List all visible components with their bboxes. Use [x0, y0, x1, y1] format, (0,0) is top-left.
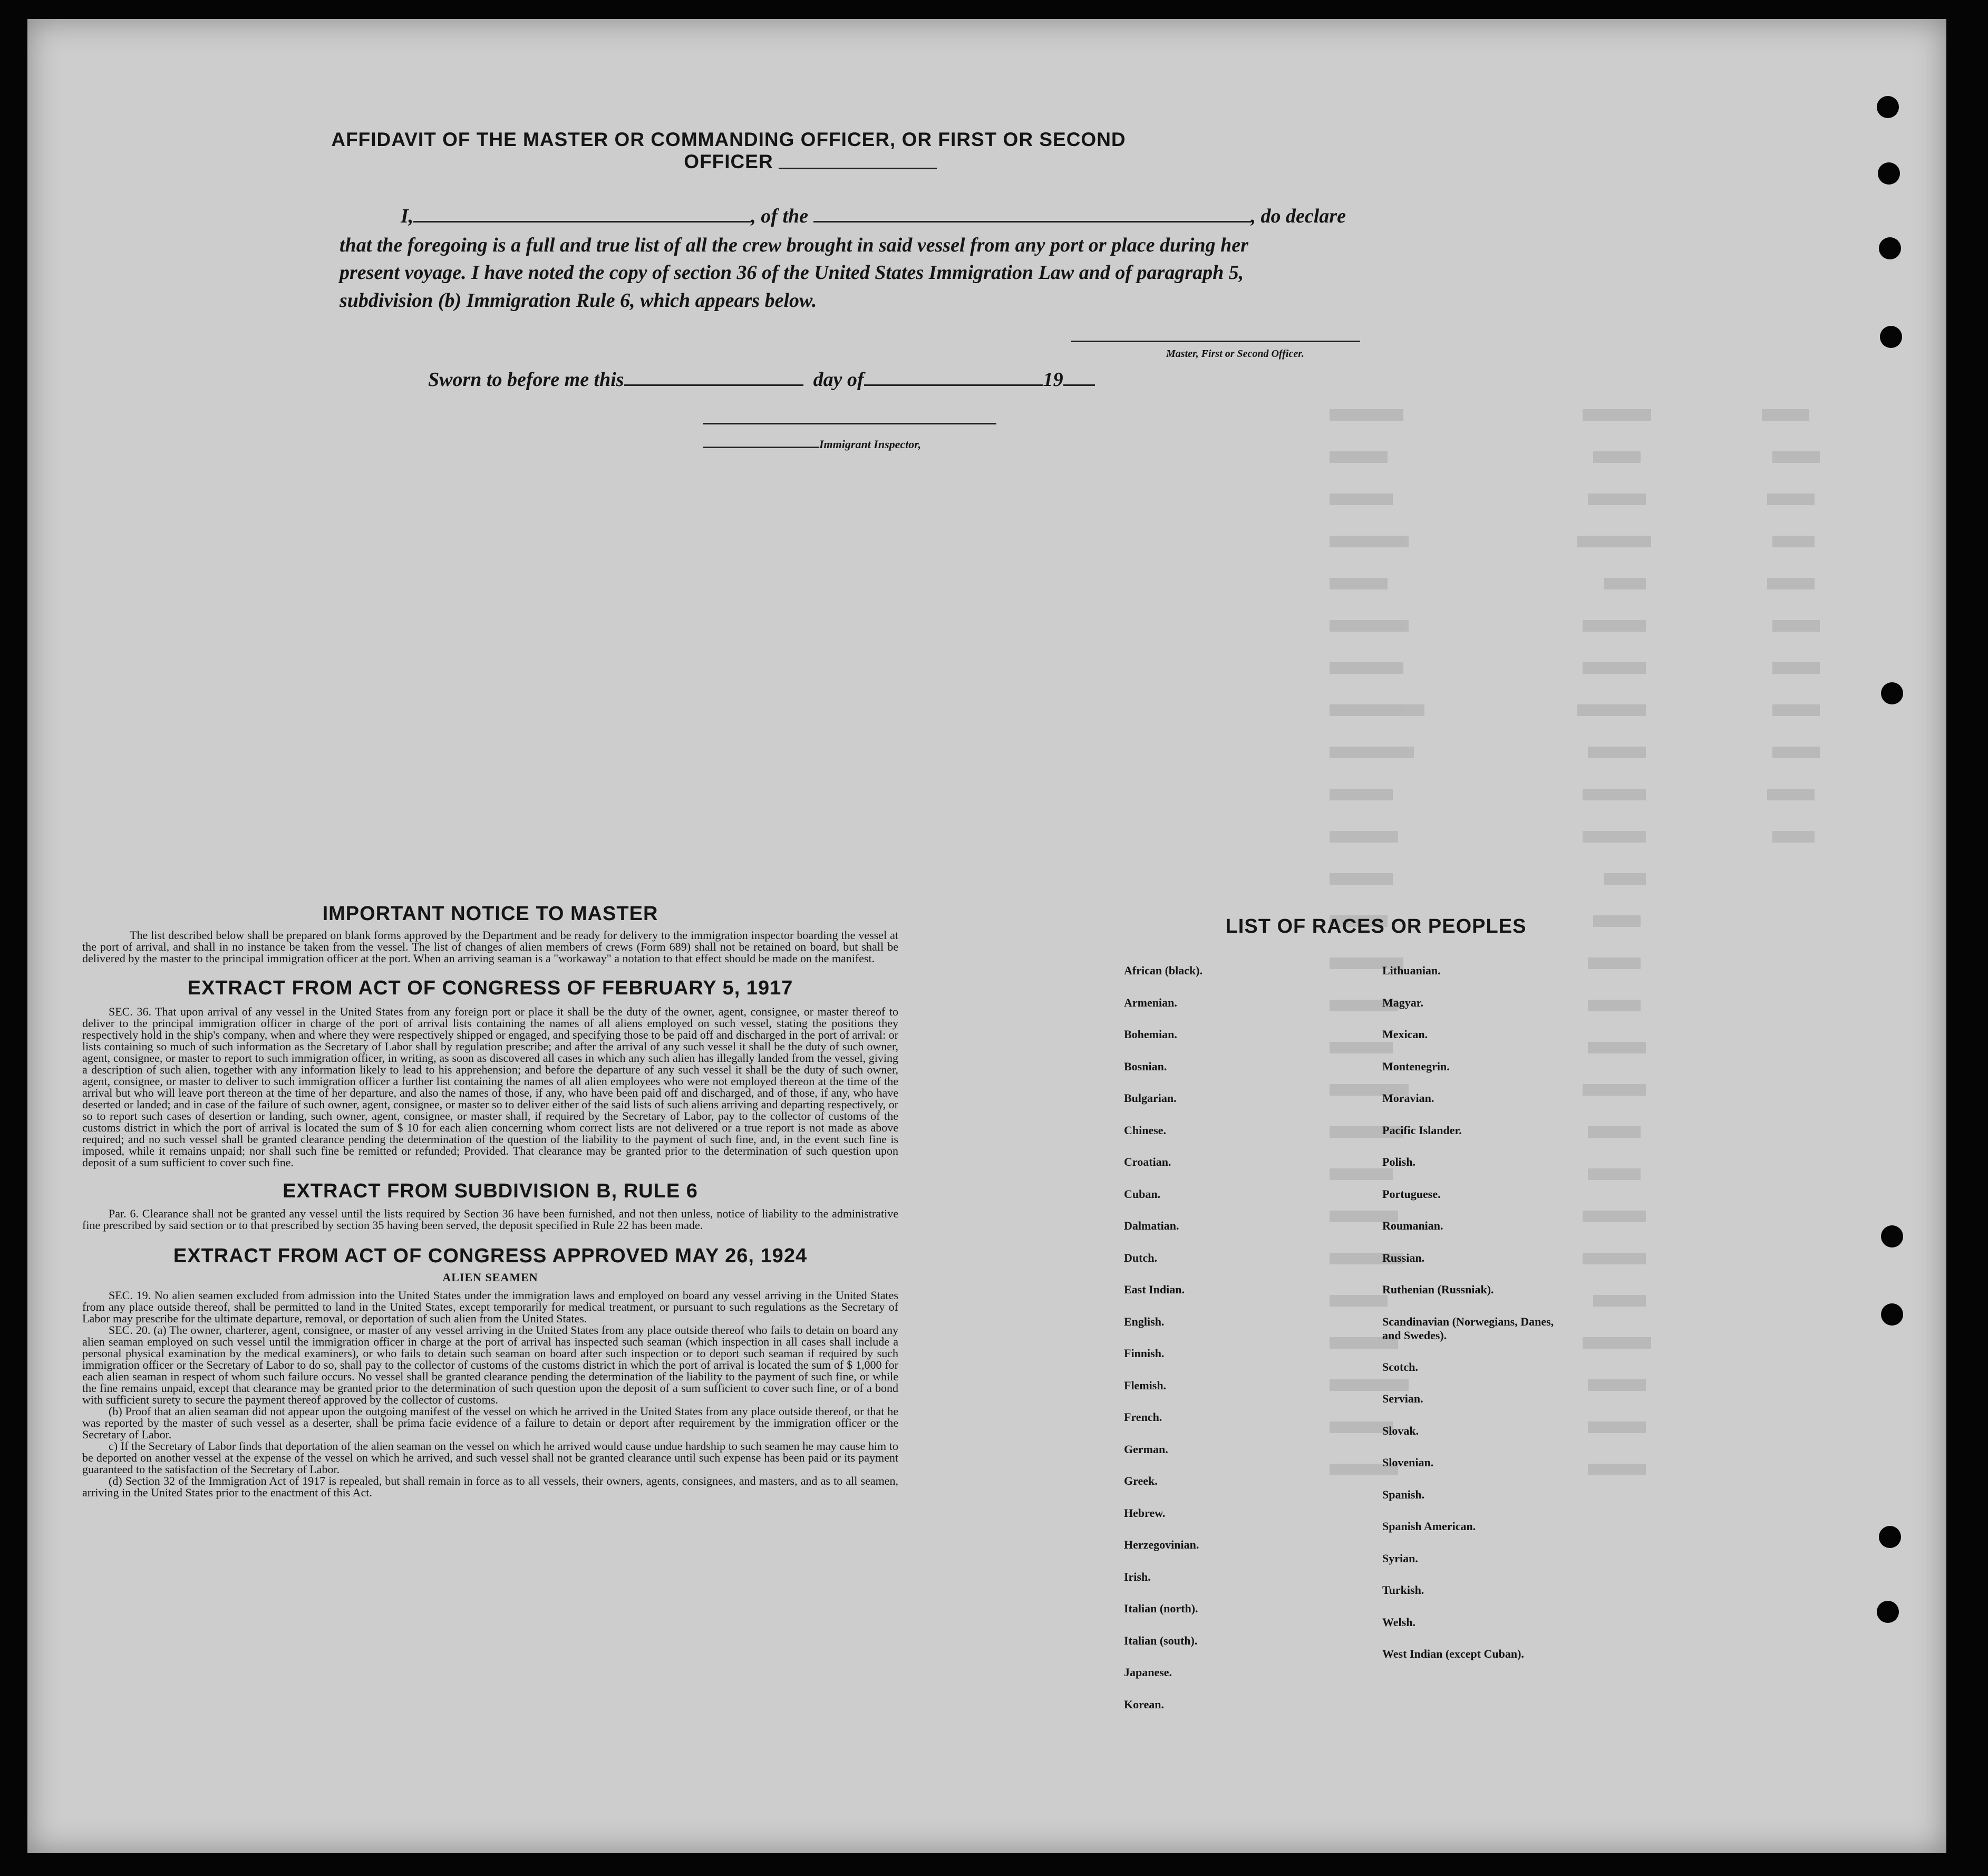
race-item: Turkish.: [1382, 1583, 1424, 1597]
race-item: Magyar.: [1382, 995, 1424, 1009]
race-item: Montenegrin.: [1382, 1059, 1450, 1073]
race-item: Chinese.: [1124, 1123, 1167, 1137]
race-item: Spanish.: [1382, 1487, 1425, 1501]
extract-1924-sec20a: SEC. 20. (a) The owner, charterer, agent, consignee, or master of any vessel arriving in the United States from any place outside thereof who fails to detain on board any alien seaman employed on such vessel until the immigration officer in charge at the port of arrival has inspected such seaman (which inspection in all cases shall include a personal physical examination by the medical examiners), or who fails to detain such seaman on board after such inspection or to deport such seaman if required by such immigration officer or the Secretary of Labor to do so, shall pay to the collector of customs of the customs district in which the port of arrival is located the sum of $ 1,000 for each alien seaman in respect of whom such failure occurs. No vessel shall be granted clearance pending the determination of the liability to the payment of such fine, or while the fine remains unpaid, except that clearance may be granted prior to the determination of such question upon the deposit of a sum sufficient to cover such fine, or of a bond with sufficient surety to secure the payment thereof approved by the collector of customs.: [82, 1323, 898, 1406]
affidavit-title: AFFIDAVIT OF THE MASTER OR COMMANDING OFFICER, OR FIRST OR SECOND OFFICER: [331, 129, 1126, 172]
day-of-label: day of: [813, 369, 864, 391]
race-item: Roumanian.: [1382, 1219, 1443, 1232]
declaration-line-4: subdivision (b) Immigration Rule 6, which appears below.: [340, 289, 817, 312]
year-label: 19: [1043, 369, 1063, 391]
of-the-label: , of the: [751, 205, 809, 227]
race-item: Bosnian.: [1124, 1059, 1167, 1073]
race-item: German.: [1124, 1442, 1168, 1456]
race-item: Hebrew.: [1124, 1506, 1166, 1520]
extract-rule6-title: EXTRACT FROM SUBDIVISION B, RULE 6: [283, 1180, 698, 1202]
declaration-line-1: [369, 205, 1402, 228]
race-item: Bulgarian.: [1124, 1091, 1177, 1105]
race-item: Pacific Islander.: [1382, 1123, 1462, 1137]
race-item: English.: [1124, 1314, 1165, 1328]
sworn-year-blank[interactable]: [1063, 372, 1095, 386]
inspector-line: [703, 438, 921, 451]
race-item: Italian (north).: [1124, 1602, 1198, 1615]
race-item: West Indian (except Cuban).: [1382, 1647, 1524, 1660]
race-item: Portuguese.: [1382, 1187, 1441, 1201]
extract-1917-title: EXTRACT FROM ACT OF CONGRESS OF FEBRUARY 5, 1917: [187, 977, 793, 999]
race-item: Armenian.: [1124, 995, 1177, 1009]
notices-column: [82, 903, 898, 1498]
extract-1924-sec20b: (b) Proof that an alien seaman did not appear upon the outgoing manifest of the vessel on which he arrived in the United States from any place outside thereof, or that he was reported by the master of such vessel as a deserter, shall be prima facie evidence of a failure to detain or deport after requirement by the immigration officer or the Secretary of Labor.: [82, 1405, 898, 1441]
race-item: Dalmatian.: [1124, 1219, 1179, 1232]
race-item: Japanese.: [1124, 1666, 1172, 1679]
race-item: Spanish American.: [1382, 1520, 1476, 1533]
race-item: Korean.: [1124, 1697, 1164, 1711]
sworn-day-blank[interactable]: [624, 372, 803, 386]
race-item: Finnish.: [1124, 1347, 1165, 1360]
extract-1924-sec20c: c) If the Secretary of Labor finds that deportation of the alien seaman on the vessel on which he arrived would cause undue hardship to such seamen he may cause him to be deported on another vessel at the expense of the vessel on which he arrived, and such vessel shall not be granted clearance until such expense has been paid or its payment guaranteed to the satisfaction of the Secretary of Labor.: [82, 1439, 898, 1476]
sworn-line: [428, 368, 1095, 391]
race-item: Servian.: [1382, 1392, 1423, 1405]
signature-caption: Master, First or Second Officer.: [1166, 348, 1304, 360]
inspector-blank[interactable]: [703, 440, 819, 448]
declaration-line-3: present voyage. I have noted the copy of section 36 of the United States Immigration Law and of paragraph 5,: [340, 262, 1244, 284]
race-item: Syrian.: [1382, 1551, 1418, 1565]
i-label: I,: [401, 205, 414, 227]
race-item: Dutch.: [1124, 1251, 1157, 1264]
vessel-blank[interactable]: [813, 209, 1251, 223]
race-item: Italian (south).: [1124, 1633, 1198, 1647]
inspector-caption: Immigrant Inspector,: [819, 438, 922, 451]
race-item: Cuban.: [1124, 1187, 1161, 1201]
race-item: African (black).: [1124, 964, 1203, 977]
title-underline: [779, 168, 937, 169]
race-item: Flemish.: [1124, 1378, 1167, 1392]
binder-hole: [1880, 326, 1902, 348]
inspector-signature-line[interactable]: [703, 423, 996, 424]
races-left-column: [1124, 964, 1356, 1729]
race-item: French.: [1124, 1410, 1162, 1424]
race-item: Moravian.: [1382, 1091, 1434, 1105]
race-item: Mexican.: [1382, 1028, 1428, 1041]
document-page: [27, 19, 1946, 1853]
extract-rule6-text: Par. 6. Clearance shall not be granted any vessel until the lists required by Section 36 have been furnished, and not then unless, notice of liability to the administrative fine prescribed by said section or to that prescribed by section 35 having been served, the deposit specified in Rule 22 has been made.: [82, 1207, 898, 1232]
race-item: Bohemian.: [1124, 1028, 1177, 1041]
sworn-month-blank[interactable]: [864, 372, 1043, 386]
race-item: Russian.: [1382, 1251, 1425, 1264]
race-item: Croatian.: [1124, 1155, 1171, 1168]
extract-1924-sec20d: (d) Section 32 of the Immigration Act of 1917 is repealed, but shall remain in force as to all vessels, their owners, agents, consignees, and masters, and as to all seamen, arriving in the United States prior to the enactment of this Act.: [82, 1474, 898, 1499]
extract-1924-title: EXTRACT FROM ACT OF CONGRESS APPROVED MAY 26, 1924: [173, 1245, 808, 1267]
race-item: Herzegovinian.: [1124, 1538, 1199, 1551]
binder-hole: [1877, 96, 1899, 118]
race-item: Scandinavian (Norwegians, Danes, and Swedes).: [1382, 1314, 1554, 1342]
signature-line[interactable]: [1071, 341, 1360, 342]
extract-1924-subtitle: ALIEN SEAMEN: [442, 1271, 538, 1284]
extract-1924-sec19: SEC. 19. No alien seamen excluded from admission into the United States under the immigration laws and employed on board any vessel arriving in the United States from any place outside thereof, shall be permitted to land in the United States, except temporarily for medical treatment, or pursuant to such regulations as the Secretary of Labor may prescribe for the ultimate departure, removal, or deportation of such alien from the United States.: [82, 1289, 898, 1325]
binder-hole: [1879, 237, 1901, 259]
name-blank[interactable]: [413, 209, 751, 223]
race-item: Slovenian.: [1382, 1456, 1434, 1469]
sworn-label: Sworn to before me this: [428, 369, 624, 391]
do-declare-label: , do declare: [1250, 205, 1346, 227]
race-item: Slovak.: [1382, 1424, 1419, 1437]
races-title: LIST OF RACES OR PEOPLES: [1225, 915, 1527, 937]
race-item: Polish.: [1382, 1155, 1415, 1168]
race-item: Ruthenian (Russniak).: [1382, 1283, 1494, 1296]
binder-hole: [1878, 162, 1900, 185]
race-item: Irish.: [1124, 1570, 1151, 1583]
declaration-line-2: that the foregoing is a full and true list of all the crew brought in said vessel from any port or place during her: [340, 234, 1248, 256]
notice-title: IMPORTANT NOTICE TO MASTER: [322, 903, 658, 925]
race-item: Welsh.: [1382, 1615, 1415, 1629]
notice-text: The list described below shall be prepared on blank forms approved by the Department and be ready for delivery to the immigration inspector boarding the vessel at the port of arrival, and shall in no instance be taken from the vessel. The list of changes of alien members of crews (Form 689) shall not be retained on board, but shall be delivered by the master to the principal immigration officer at the port. When an arriving seaman is a "workaway" a notation to that effect should be made on the manifest.: [82, 929, 898, 965]
extract-1917-text: SEC. 36. That upon arrival of any vessel in the United States from any foreign port or place it shall be the duty of the owner, agent, consignee, or master thereof to deliver to the principal immigration officer in charge of the port of arrival lists containing the names of all aliens employed on such vessel, stating the positions they respectively hold in the ship's company, when and where they were respectively shipped or engaged, and specifying those to be paid off and discharged in the port of arrival: or lists containing so much of such information as the Secretary of Labor shall by regulation prescribe; and after the arrival of any such vessel it shall be the duty of such owner, agent, consignee, or master to report to such immigration officer, in writing, as soon as discovered all cases in which any such alien has illegally landed from the vessel, giving a description of such alien, together with any information likely to lead to his apprehension; and before the departure of any such vessel it shall be the duty of such owner, agent, consignee, or master to deliver to such immigration officer a further list containing the names of all alien employees who were not employed thereon at the time of the arrival but who will leave port thereon at the time of her departure, and also the names of those, if any, who have been paid off and discharged, and of those, if any, who have deserted or landed; and in case of the failure of such owner, agent, consignee, or master so to deliver either of the said lists of such aliens arriving and departing respectively, or so to report such cases of desertion or landing, such owner, agent, consignee, or master shall, if required by the Secretary of Labor, pay to the collector of customs of the customs district in which the port of arrival is located the sum of $ 10 for each alien concerning whom correct lists are not delivered or a true report is not made as above required; and no such vessel shall be granted clearance pending the determination of the question of the liability to the payment of such fine, and, in the event such fine is imposed, while it remains unpaid; nor shall such fine be remitted or refunded; Provided. That clearance may be granted prior to the determination of such question upon deposit of a sum sufficient to cover such fine.: [82, 1005, 898, 1169]
race-item: Greek.: [1124, 1474, 1158, 1487]
race-item: East Indian.: [1124, 1283, 1185, 1296]
race-item: Scotch.: [1382, 1360, 1418, 1374]
races-right-column: [1382, 964, 1604, 1679]
race-item: Lithuanian.: [1382, 964, 1441, 977]
